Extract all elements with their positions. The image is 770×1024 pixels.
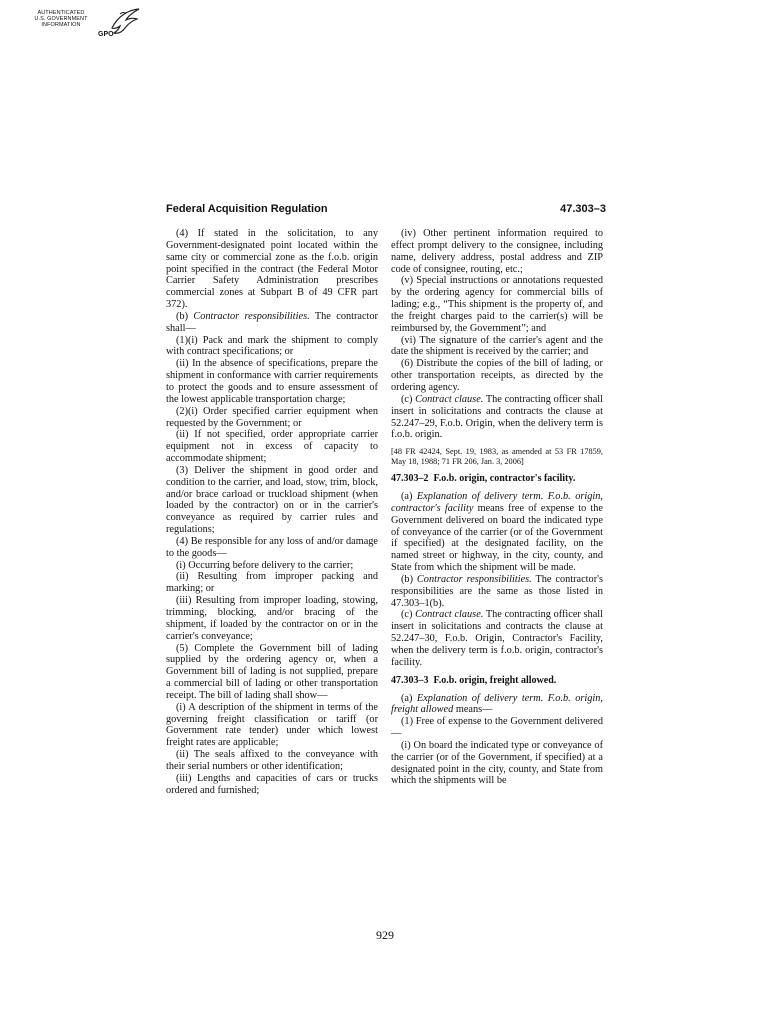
paragraph-text: means— (453, 704, 493, 716)
paragraph (391, 609, 603, 668)
paragraph-designator: (b) (176, 310, 194, 322)
paragraph-text: (i) A description of the shipment in terms of the governing freight classification or tariff (or Government rate tender) under which lowest freight rates are applicable; (166, 701, 378, 749)
paragraph (166, 595, 378, 642)
paragraph (391, 693, 603, 717)
paragraph (166, 560, 378, 572)
paragraph-text: (4) If stated in the solicitation, to any Government-designated point located within the same city or commercial zone as the f.o.b. origin point specified in the contract (the Federal Motor Carrier Safety Administration prescribes commercial zones at Subpart B of 49 CFR part 372). (166, 228, 378, 311)
paragraph (391, 740, 603, 787)
paragraph-text: (1)(i) Pack and mark the shipment to comply with contract specifications; or (166, 334, 378, 358)
paragraph (391, 491, 603, 574)
section-number: 47.303–3 (391, 674, 429, 686)
paragraph-subject: Contract clause. (415, 393, 484, 405)
paragraph-text: (ii) In the absence of specifications, prepare the shipment in conformance with carrier requirements to protect the goods and to ensure assessment of the lowest applicable transportation charge; (166, 358, 378, 405)
paragraph-text: (i) On board the indicated type or conveyance of the carrier (or of the Government, if specified) at a designated point in the city, county, and State from which the shipments will be (391, 739, 603, 787)
running-head-section: 47.303–3 (560, 203, 606, 215)
paragraph-text: (v) Special instructions or annotations requested by the ordering agency for commercial bills of lading; e.g., “This shipment is the property of, and the freight charges paid to the carrier(s) will be reimbursed by, the Government”; and (391, 275, 603, 334)
source-citation: [48 FR 42424, Sept. 19, 1983, as amended at 53 FR 17859, May 18, 1988; 71 FR 206, Jan. 3, 2006] (391, 447, 603, 467)
paragraph-text: (i) Occurring before delivery to the carrier; (176, 559, 354, 571)
paragraph-text: (vi) The signature of the carrier's agent and the date the shipment is received by the carrier; and (391, 334, 603, 358)
paragraph (166, 773, 378, 797)
page-number: 929 (376, 928, 394, 942)
paragraph (166, 749, 378, 773)
paragraph-text: (5) Complete the Government bill of lading supplied by the ordering agency or, when a Government bill of lading is not supplied, prepare a commercial bill of lading or other transportation receipt. The bill of lading shall show— (166, 642, 378, 701)
section-heading (391, 675, 603, 687)
left-text-column (166, 228, 378, 797)
paragraph-text: The contracting officer shall insert in solicitations and contracts the clause at 52.247–29, F.o.b. Origin, when the delivery term is f.o.b. origin. (391, 393, 603, 441)
paragraph-designator: (c) (401, 609, 416, 621)
paragraph (391, 716, 603, 740)
section-number: 47.303–2 (391, 473, 429, 485)
gpo-mark: GPO (98, 31, 114, 38)
paragraph (391, 275, 603, 334)
section-title: F.o.b. origin, contractor's facility. (433, 473, 576, 485)
paragraph-subject: Contractor responsibilities. (193, 310, 310, 322)
section-title: F.o.b. origin, freight allowed. (433, 674, 557, 686)
paragraph-subject: Contract clause. (415, 609, 484, 621)
paragraph (166, 465, 378, 536)
paragraph-designator: (a) (401, 491, 417, 503)
paragraph (166, 228, 378, 311)
paragraph (166, 536, 378, 560)
paragraph-text: (iv) Other pertinent information required to effect prompt delivery to the consignee, including name, delivery address, postal address and ZIP code of consignee, routing, etc.; (391, 228, 603, 275)
paragraph (166, 358, 378, 405)
logo-line: AUTHENTICATED (37, 10, 85, 16)
paragraph (166, 406, 378, 430)
paragraph (166, 429, 378, 465)
paragraph (166, 311, 378, 335)
paragraph-subject: Explanation of delivery term. F.o.b. origin, freight allowed (391, 692, 603, 716)
logo-line: U.S. GOVERNMENT (34, 16, 88, 22)
paragraph-text: (2)(i) Order specified carrier equipment when requested by the Government; or (166, 405, 378, 429)
running-head-title: Federal Acquisition Regulation (166, 203, 328, 215)
paragraph (166, 643, 378, 702)
paragraph-text: means free of expense to the Government delivered on board the indicated type of conveyance of the carrier (or of the Government if specified) at the designated facility, on the named street or highway, in the city, county, and State from which the shipment will be made. (391, 502, 603, 574)
paragraph-text: The contractor shall— (166, 310, 378, 334)
paragraph (391, 358, 603, 394)
paragraph-designator: (b) (401, 573, 417, 585)
paragraph (166, 702, 378, 749)
logo-text (30, 10, 92, 28)
paragraph-designator: (c) (401, 393, 416, 405)
paragraph (391, 335, 603, 359)
paragraph-text: (6) Distribute the copies of the bill of lading, or other transportation receipts, as directed by the ordering agency. (391, 358, 603, 393)
paragraph (166, 571, 378, 595)
paragraph-text: The contractor's responsibilities are the same as those listed in 47.303–1(b). (391, 573, 603, 609)
paragraph-subject: Contractor responsibilities. (416, 573, 532, 585)
paragraph (391, 394, 603, 441)
logo-line: INFORMATION (41, 22, 81, 28)
paragraph-text: (iii) Lengths and capacities of cars or trucks ordered and furnished; (166, 772, 378, 796)
paragraph-text: (ii) If not specified, order appropriate carrier equipment not in excess of capacity to accommodate shipment; (166, 429, 378, 465)
paragraph (391, 574, 603, 610)
paragraph-designator: (a) (401, 692, 417, 704)
paragraph (166, 335, 378, 359)
paragraph-text: (iii) Resulting from improper loading, stowing, trimming, blocking, and/or bracing of the shipment, if loaded by the contractor on or in the carrier's conveyance; (166, 595, 378, 642)
paragraph-text: (ii) The seals affixed to the conveyance with their serial numbers or other identification; (166, 749, 378, 772)
paragraph-subject: Explanation of delivery term. F.o.b. origin, contractor's facility (391, 491, 603, 514)
paragraph-text: The contracting officer shall insert in solicitations and contracts the clause at 52.247–30, F.o.b. Origin, Contractor's Facility, when the delivery term is f.o.b. origin, contractor's facility. (391, 609, 603, 668)
section-heading (391, 473, 603, 485)
paragraph-text: (ii) Resulting from improper packing and marking; or (166, 571, 378, 595)
gpo-authentication-logo (30, 6, 142, 46)
paragraph-text: (1) Free of expense to the Government delivered— (391, 716, 603, 740)
paragraph-text: (4) Be responsible for any loss of and/or damage to the goods— (166, 535, 378, 559)
paragraph-text: (3) Deliver the shipment in good order and condition to the carrier, and load, stow, trim, block, and/or brace carload or truckload shipment (when loaded by the contractor) on or in the carrier's conveyance as required by carrier rules and regulations; (166, 464, 378, 536)
paragraph (391, 228, 603, 275)
right-text-column (391, 228, 603, 787)
